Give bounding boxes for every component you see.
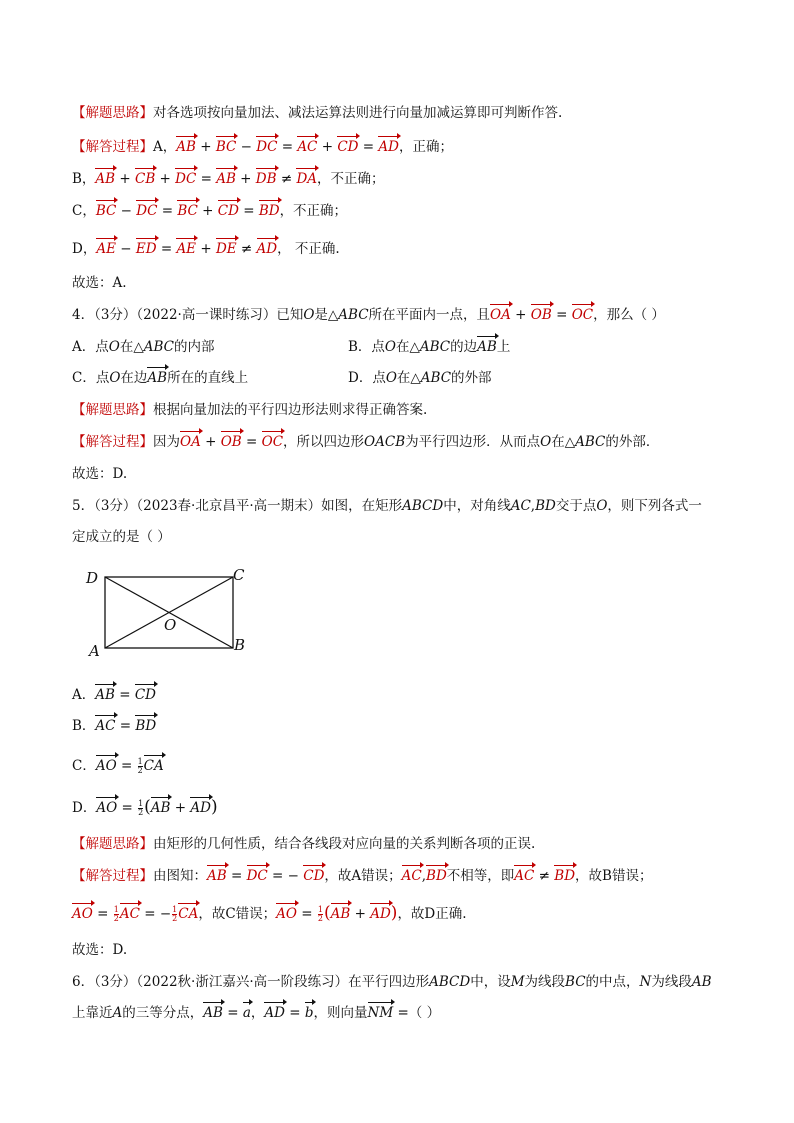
q5-option-a[interactable]: A．AB = CD [72,687,156,703]
q5-stem-line2: 定成立的是（ ） [72,529,171,545]
q4-hint: 【解题思路】根据向量加法的平行四边形法则求得正确答案. [72,402,428,418]
q5-option-d[interactable]: D．AO = $\frac{1}{2}$ (AB + AD) [72,797,218,817]
q3-hint [72,104,562,122]
q5-proc-line2: AO = $\frac{1}{2}$ AC = − $\frac{1}{2}$ CA，故C错误；AO = $\frac{1}{2}$ (AB + AD)，故D正确. [72,903,467,923]
q5-stem: 5．（3分）（2023春·北京昌平·高一期末）如图，在矩形ABCD中，对角线AC,BD交于点O，则下列各式一 [72,498,702,514]
q3-proc-d: D，AE − ED = AE + DE ≠ AD， 不正确. [72,241,340,257]
q5-hint: 【解题思路】由矩形的几何性质，结合各线段对应向量的关系判断各项的正误. [72,836,536,852]
label-b: B [234,636,246,654]
q4-option-c[interactable]: C．点O在边AB所在的直线上 [72,370,249,386]
q3-proc-b: B，AB + CB + DC = AB + DB ≠ DA，不正确； [72,171,385,187]
q5-answer: 故选：D. [72,942,128,958]
q4-option-d[interactable]: D．点O在△ABC的外部 [348,370,492,386]
q3-proc-c: C，BC − DC = BC + CD = BD，不正确； [72,203,348,219]
q4-proc: 【解答过程】因为OA + OB = OC，所以四边形OACB为平行四边形．从而点O在△ABC的外部． [72,434,660,450]
hint-tag: 【解题思路】 [72,105,153,121]
q6-stem: 6．（3分）（2022秋·浙江嘉兴·高一阶段练习）在平行四边形ABCD中，设M为线段BC的中点，N为线段AB [72,974,712,990]
q4-stem: 4．（3分）（2022·高一课时练习）已知O是△ABC所在平面内一点，且OA + OB = OC，那么（ ） [72,307,665,323]
label-a: A [89,642,100,660]
q5-proc-line1: 【解答过程】由图知：AB = DC = − CD，故A错误；AC,BD不相等，即AC ≠ BD，故B错误； [72,868,653,884]
rectangle-figure [80,566,280,662]
label-d: D [86,569,99,587]
q5-option-b[interactable]: B．AC = BD [72,718,157,734]
proc-tag: 【解答过程】 [72,139,153,155]
q4-option-a[interactable]: A．点O在△ABC的内部 [72,339,215,355]
hint-text: 对各选项按向量加法、减法运算法则进行向量加减运算即可判断作答. [153,105,563,121]
q3-answer: 故选：A. [72,275,127,291]
q4-answer: 故选：D. [72,466,128,482]
q4-option-b[interactable]: B．点O在△ABC的边AB上 [348,339,511,355]
q6-stem-line2: 上靠近A的三等分点，AB = a，AD = b，则向量NM =（ ） [72,1005,441,1021]
q3-proc-a: 【解答过程】A，AB + BC − DC = AC + CD = AD，正确； [72,139,453,155]
q5-option-c[interactable]: C．AO = $\frac{1}{2}$ CA [72,757,164,775]
label-o: O [164,616,177,634]
label-c: C [233,566,245,584]
